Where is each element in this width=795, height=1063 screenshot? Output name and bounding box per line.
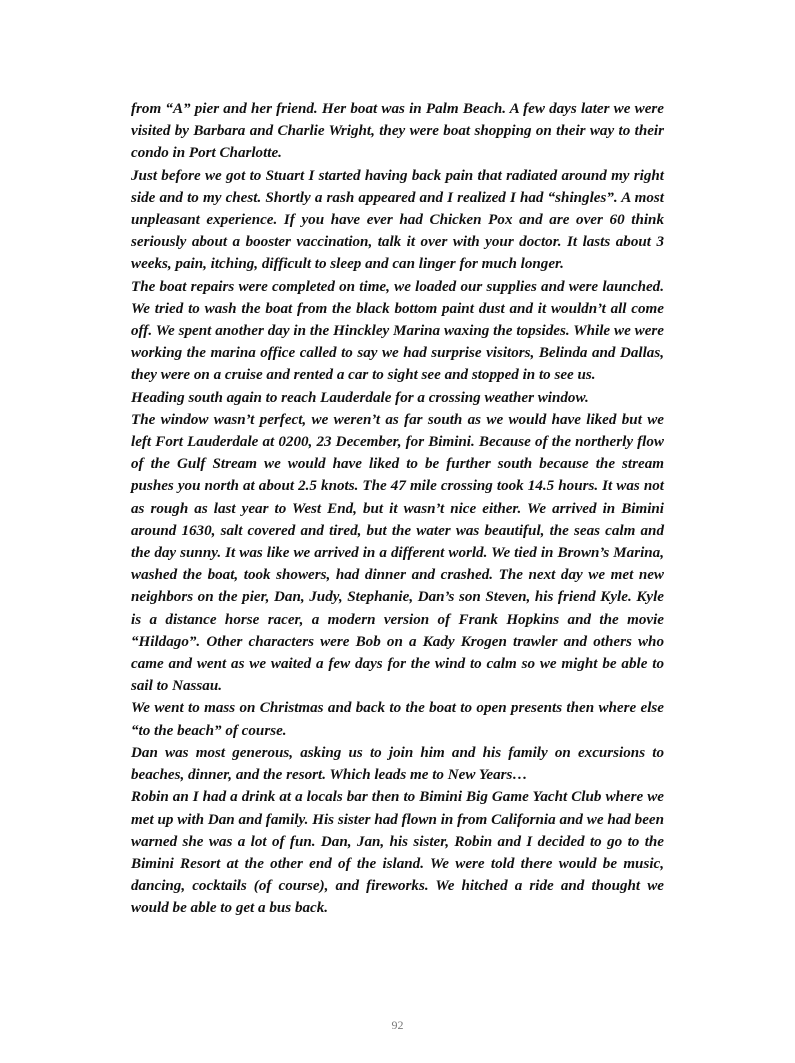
paragraph-new-years: Robin an I had a drink at a locals bar then to Bimini Big Game Yacht Club where we met up with Dan and family. His sister had flown in from California and we had been warned she was a lot of fun. Dan, Jan, his sister, Robin and I decided to go to the Bimini Resort at the other end of the island. We were told there would be music, dancing, cocktails (of course), and fireworks. We hitched a ride and thought we would be able to get a bus back. (131, 789, 664, 917)
body-text (131, 98, 664, 920)
page-number: 92 (391, 1018, 404, 1032)
paragraph-christmas: We went to mass on Christmas and back to the boat to open presents then where else “to the beach” of course. (131, 700, 664, 739)
paragraph-bimini-crossing: The window wasn’t perfect, we weren’t as far south as we would have liked but we left Fort Lauderdale at 0200, 23 December, for Bimini. Because of the northerly flow of the Gulf Stream we would have liked to be further south because the stream pushes you north at about 2.5 knots. The 47 mile crossing took 14.5 hours. It was not as rough as last year to West End, but it wasn’t nice either. We arrived in Bimini around 1630, salt covered and tired, but the water was beautiful, the seas calm and the day sunny. It was like we arrived in a different world. We tied in Brown’s Marina, washed the boat, took showers, had dinner and crashed. The next day we met new neighbors on the pier, Dan, Judy, Stephanie, Dan’s son Steven, his friend Kyle. Kyle is a distance horse racer, a modern version of Frank Hopkins and the movie “Hildago”. Other characters were Bob on a Kady Krogen trawler and others who came and went as we waited a few days for the wind to calm so we might be able to sail to Nassau. (131, 411, 664, 695)
paragraph-boat-repairs: The boat repairs were completed on time, we loaded our supplies and were launched. We tried to wash the boat from the black bottom paint dust and it wouldn’t all come off. We spent another day in the Hinckley Marina waxing the topsides. While we were working the marina office called to say we had surprise visitors, Belinda and Dallas, they were on a cruise and rented a car to sight see and stopped in to see us. (131, 278, 664, 384)
paragraph-palm-beach-visit: from “A” pier and her friend. Her boat was in Palm Beach. A few days later we were visited by Barbara and Charlie Wright, they were boat shopping on their way to their condo in Port Charlotte. (131, 101, 664, 162)
paragraph-shingles: Just before we got to Stuart I started having back pain that radiated around my right side and to my chest. Shortly a rash appeared and I realized I had “shingles”. A most unpleasant experience. If you have ever had Chicken Pox and are over 60 think seriously about a booster vaccination, talk it over with your doctor. It lasts about 3 weeks, pain, itching, difficult to sleep and can linger for much longer. (131, 167, 664, 273)
paragraph-dan-generous: Dan was most generous, asking us to join him and his family on excursions to beaches, dinner, and the resort. Which leads me to New Years… (131, 744, 664, 784)
paragraph-heading-south: Heading south again to reach Lauderdale for a crossing weather window. (131, 389, 589, 406)
